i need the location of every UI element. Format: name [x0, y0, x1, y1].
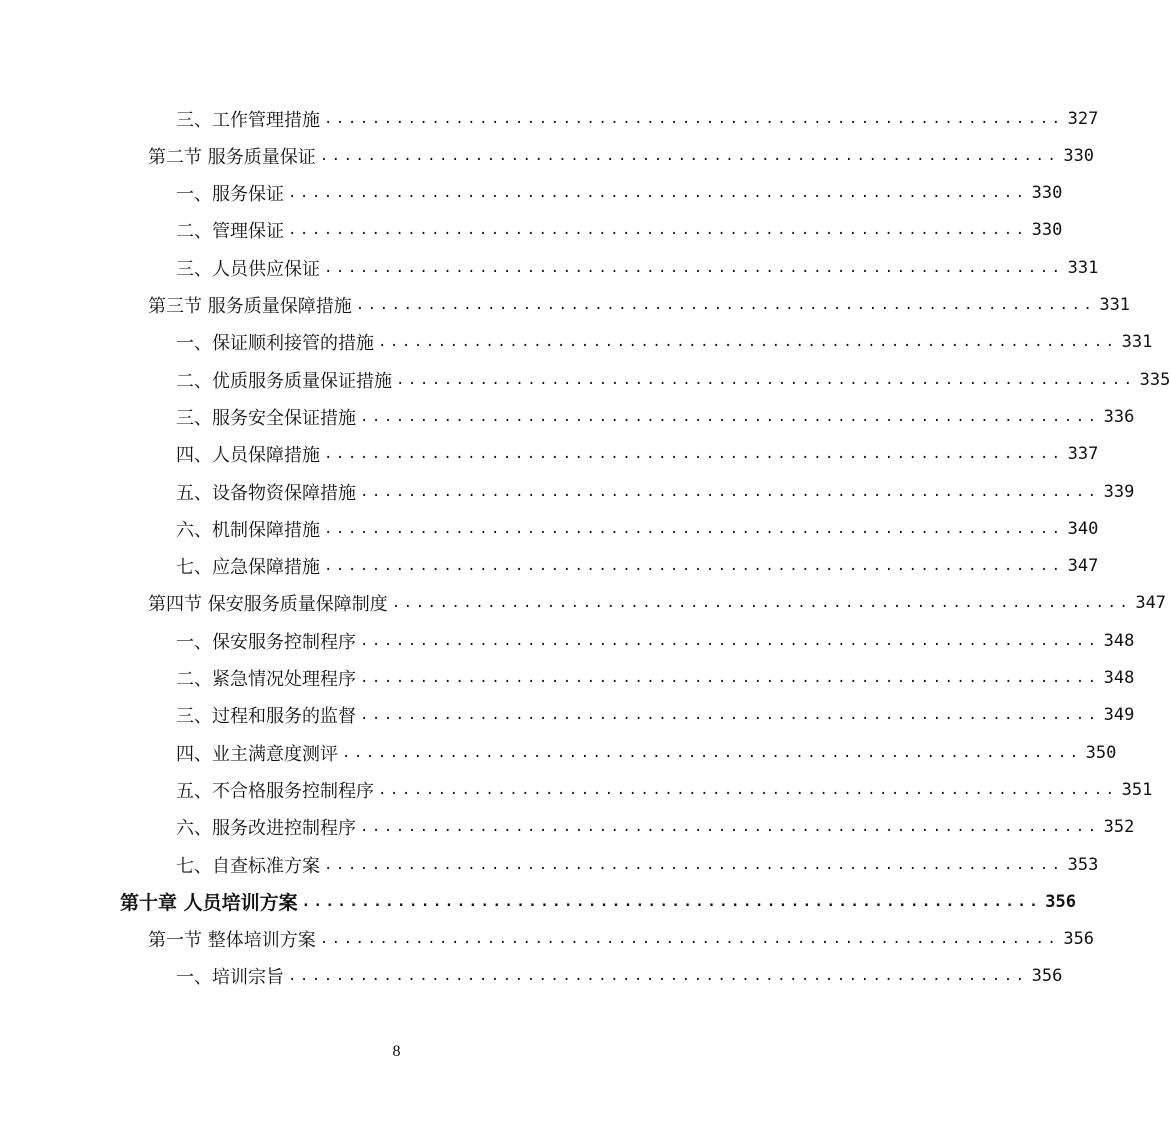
toc-entry-title: 第三节 服务质量保障措施: [148, 296, 352, 317]
toc-entry-page: 348: [1103, 630, 1135, 651]
toc-dot-leader: ..............................................................: [324, 558, 1064, 575]
toc-dot-leader: ..............................................................: [360, 632, 1100, 649]
toc-dot-leader: ..............................................................: [324, 446, 1064, 463]
toc-entry: [176, 249, 1099, 286]
toc-entry-page: 337: [1067, 444, 1099, 465]
toc-dot-leader: ..............................................................: [288, 185, 1028, 202]
toc-entry-page: 330: [1031, 183, 1063, 204]
toc-entry-title: 第二节 服务质量保证: [148, 146, 316, 168]
toc-entry: [176, 436, 1099, 473]
toc-dot-leader: ..............................................................: [355, 297, 1096, 313]
toc-entry-page: 356: [1045, 891, 1076, 912]
toc-entry-page: 327: [1067, 108, 1099, 129]
toc-entry-title: 六、服务改进控制程序: [176, 818, 356, 840]
toc-dot-leader: ..............................................................: [360, 408, 1100, 425]
toc-entry: [176, 809, 1135, 846]
toc-entry: [176, 660, 1135, 697]
toc-entry-title: 四、业主满意度测评: [176, 743, 338, 765]
toc-entry-page: 351: [1121, 779, 1153, 800]
toc-entry-title: 第一节 整体培训方案: [148, 930, 316, 952]
toc-dot-leader: ..............................................................: [324, 259, 1064, 276]
toc-dot-leader: ..............................................................: [319, 147, 1060, 164]
toc-entry: [176, 622, 1135, 659]
toc-entry: [176, 100, 1099, 137]
toc-entry-page: 356: [1063, 929, 1095, 950]
toc-entry: [148, 287, 1131, 324]
toc-entry: [176, 473, 1135, 510]
toc-entry-title: 一、培训宗旨: [176, 967, 284, 989]
toc-entry-page: 330: [1063, 145, 1095, 166]
toc-entry: [176, 175, 1063, 212]
toc-entry-page: 331: [1099, 295, 1131, 315]
toc-entry: [176, 398, 1135, 435]
toc-entry-title: 三、人员供应保证: [176, 258, 320, 280]
toc-entry-title: 五、不合格服务控制程序: [176, 780, 374, 802]
toc-dot-leader: ..............................................................: [360, 670, 1100, 686]
toc-entry-page: 349: [1103, 705, 1135, 726]
toc-entry-title: 一、保安服务控制程序: [176, 631, 356, 653]
toc-entry-page: 331: [1067, 257, 1099, 278]
toc-entry-page: 352: [1103, 817, 1135, 838]
toc-dot-leader: ..............................................................: [301, 893, 1042, 910]
toc-entry: [120, 883, 1076, 920]
toc-dot-leader: ..............................................................: [288, 968, 1028, 985]
toc-entry-page: 340: [1067, 518, 1099, 539]
toc-entry-page: 348: [1103, 668, 1135, 688]
toc-dot-leader: ..............................................................: [396, 371, 1136, 388]
toc-dot-leader: ..............................................................: [378, 781, 1118, 798]
toc-dot-leader: ..............................................................: [324, 520, 1064, 537]
toc-entry-page: 356: [1031, 966, 1063, 987]
toc-entry-title: 一、保证顺利接管的措施: [176, 333, 374, 355]
toc-dot-leader: ..............................................................: [391, 595, 1132, 612]
toc-entry-page: 330: [1031, 220, 1063, 241]
toc-entry-page: 350: [1085, 742, 1117, 763]
toc-entry: [176, 697, 1135, 734]
toc-entry-title: 二、管理保证: [176, 221, 284, 243]
toc-entry-page: 347: [1067, 556, 1099, 577]
toc-entry-page: 331: [1121, 332, 1153, 353]
toc-dot-leader: ..............................................................: [360, 483, 1100, 500]
toc-entry-title: 第十章 人员培训方案: [120, 892, 298, 915]
toc-entry: [148, 137, 1095, 174]
toc-dot-leader: ..............................................................: [324, 110, 1064, 127]
toc-entry-page: 336: [1103, 406, 1135, 427]
toc-entry-title: 二、优质服务质量保证措施: [176, 370, 392, 392]
toc-entry-title: 四、人员保障措施: [176, 445, 320, 467]
toc-entry-title: 三、过程和服务的监督: [176, 706, 356, 728]
toc-dot-leader: ..............................................................: [378, 334, 1118, 351]
toc-dot-leader: ..............................................................: [360, 819, 1100, 836]
toc-dot-leader: ..............................................................: [360, 707, 1100, 724]
toc-dot-leader: ..............................................................: [324, 856, 1064, 873]
toc-entry-title: 七、应急保障措施: [176, 557, 320, 579]
toc-entry-title: 五、设备物资保障措施: [176, 482, 356, 504]
toc-entry: [148, 585, 1167, 622]
toc-entry-page: 353: [1067, 854, 1099, 875]
toc-dot-leader: ..............................................................: [342, 744, 1082, 761]
page-number: 8: [392, 1043, 401, 1060]
toc-dot-leader: ..............................................................: [319, 931, 1060, 948]
toc-entry-title: 第四节 保安服务质量保障制度: [148, 594, 388, 616]
toc-entry-page: 335: [1139, 369, 1170, 390]
toc-entry: [176, 771, 1153, 808]
toc-dot-leader: ..............................................................: [288, 222, 1028, 239]
toc-entry: [148, 921, 1095, 958]
toc-entry: [176, 734, 1117, 771]
toc-entry-title: 七、自查标准方案: [176, 855, 320, 877]
toc-entry-page: 339: [1103, 481, 1135, 502]
toc-entry-title: 二、紧急情况处理程序: [176, 669, 356, 690]
toc-entry: [176, 324, 1153, 361]
toc-entry: [176, 548, 1099, 585]
toc-entry-title: 三、服务安全保证措施: [176, 407, 356, 429]
toc-entry-title: 三、工作管理措施: [176, 109, 320, 131]
toc-entry-title: 一、服务保证: [176, 184, 284, 206]
toc-entry: [176, 846, 1099, 883]
toc-entry: [176, 361, 1170, 398]
toc-entry: [176, 510, 1099, 547]
toc-entry: [176, 212, 1063, 249]
toc-entry-page: 347: [1135, 593, 1167, 614]
toc-entry-title: 六、机制保障措施: [176, 519, 320, 541]
toc-entry: [176, 958, 1063, 995]
